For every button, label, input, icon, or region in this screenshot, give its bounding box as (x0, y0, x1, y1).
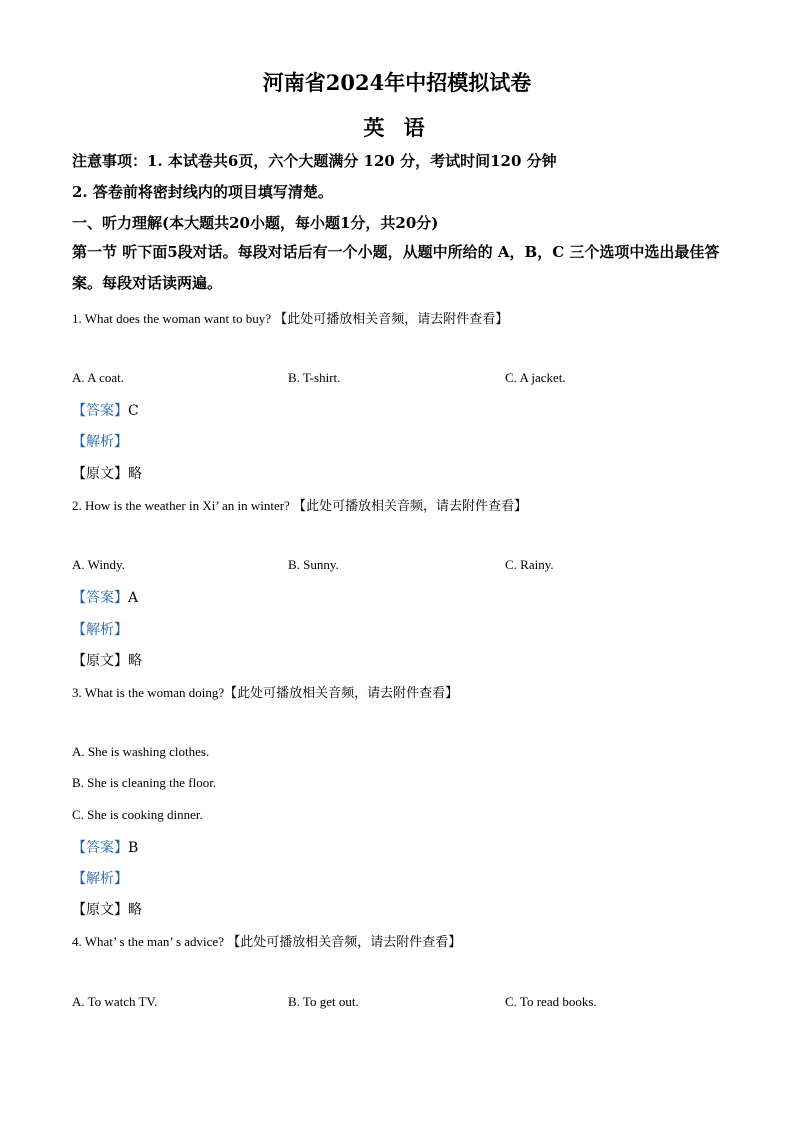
question-3-option-b: B. She is cleaning the floor. (72, 775, 217, 790)
question-4-option-a: A. To watch TV. (72, 994, 158, 1009)
question-2-original (72, 650, 142, 670)
question-1-option-b: B. T-shirt. (288, 370, 341, 385)
answer-value: A (128, 590, 139, 606)
original-label: 【原文】 (72, 653, 128, 669)
question-2-text: 2. How is the weather in Xi’ an in winter? 【此处可播放相关音频，请去附件查看】 (72, 498, 528, 513)
original-value: 略 (128, 653, 142, 669)
question-2-option-a: A. Windy. (72, 557, 125, 572)
analysis-label: 【解析】 (72, 622, 128, 638)
original-label: 【原文】 (72, 902, 128, 918)
question-3-option-c: C. She is cooking dinner. (72, 807, 203, 822)
section-heading: 一、听力理解(本大题共20小题，每小题1分，共20分) (72, 214, 439, 232)
question-2-analysis (72, 619, 128, 639)
notes-line-2: 2. 答卷前将密封线内的项目填写清楚。 (72, 183, 333, 201)
question-2-option-c: C. Rainy. (505, 557, 554, 572)
question-3-answer (72, 837, 138, 857)
question-1-text: 1. What does the woman want to buy? 【此处可播放相关音频，请去附件查看】 (72, 311, 509, 326)
question-3-analysis (72, 868, 128, 888)
question-4-text: 4. What’ s the man’ s advice? 【此处可播放相关音频，请去附件查看】 (72, 934, 462, 949)
question-3-text: 3. What is the woman doing?【此处可播放相关音频，请去附件查看】 (72, 685, 459, 700)
answer-value: C (128, 403, 139, 419)
original-value: 略 (128, 466, 142, 482)
analysis-label: 【解析】 (72, 434, 128, 450)
answer-label: 【答案】 (72, 590, 128, 606)
notes-line-1: 注意事项：1. 本试卷共6页，六个大题满分 120 分，考试时间120 分钟 (72, 152, 557, 170)
analysis-label: 【解析】 (72, 871, 128, 887)
question-1-option-a: A. A coat. (72, 370, 124, 385)
question-1-analysis (72, 431, 128, 451)
answer-label: 【答案】 (72, 840, 128, 856)
question-1-option-c: C. A jacket. (505, 370, 566, 385)
page-title: 河南省2024年中招模拟试卷 (262, 70, 532, 95)
question-1-original (72, 463, 142, 483)
question-3-original (72, 899, 142, 919)
question-1-answer (72, 400, 139, 420)
question-3-option-a: A. She is washing clothes. (72, 744, 210, 759)
question-2-option-b: B. Sunny. (288, 557, 339, 572)
original-value: 略 (128, 902, 142, 918)
answer-value: B (128, 840, 139, 856)
question-4-option-c: C. To read books. (505, 994, 597, 1009)
original-label: 【原文】 (72, 466, 128, 482)
answer-label: 【答案】 (72, 403, 128, 419)
section-instruction: 第一节 听下面5段对话。每段对话后有一个小题，从题中所给的 A，B，C 三个选项中选出最佳答案。每段对话读两遍。 (72, 243, 720, 292)
question-2-answer (72, 587, 138, 607)
subject-title: 英 语 (363, 115, 431, 140)
question-4-option-b: B. To get out. (288, 994, 359, 1009)
